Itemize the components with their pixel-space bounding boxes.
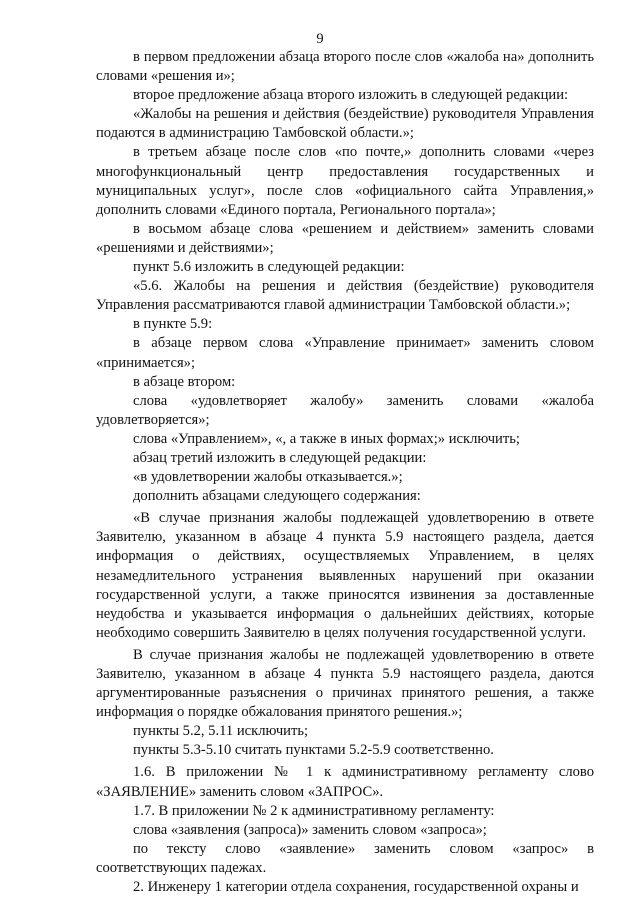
- paragraph-12: слова «Управлением», «, а также в иных формах;» исключить;: [133, 430, 520, 447]
- paragraph-8: в пункте 5.9:: [133, 316, 213, 333]
- paragraph-23: по тексту слово «заявление» заменить словом «запрос» в соответствующих падежах.: [96, 840, 594, 876]
- paragraph-19: пункты 5.3-5.10 считать пунктами 5.2-5.9 соответственно.: [133, 742, 494, 759]
- paragraph-21: 1.7. В приложении № 2 к административному регламенту:: [133, 802, 495, 819]
- paragraph-9: в абзаце первом слова «Управление принимает» заменить словом «принимается»;: [96, 335, 594, 371]
- paragraph-4: в третьем абзаце после слов «по почте,» дополнить словами «через многофункциональный центр предоставления государственных и муниципальных услуг», после слов «официального сайта Управления,» дополнить словами «Единого портала, Регионального портала»;: [96, 144, 594, 218]
- paragraph-15: дополнить абзацами следующего содержания:: [133, 488, 421, 505]
- paragraph-5: в восьмом абзаце слова «решением и действием» заменить словами «решениями и действиями»;: [96, 220, 594, 256]
- paragraph-11: слова «удовлетворяет жалобу» заменить словами «жалоба удовлетворяется»;: [96, 392, 594, 428]
- document-body: [96, 48, 594, 897]
- paragraph-6: пункт 5.6 изложить в следующей редакции:: [133, 259, 405, 276]
- paragraph-20: 1.6. В приложении № 1 к административному регламенту слово «ЗАЯВЛЕНИЕ» заменить словом «ЗАПРОС».: [96, 764, 594, 800]
- paragraph-1: в первом предложении абзаца второго после слов «жалоба на» дополнить словами «решения и»;: [96, 49, 594, 85]
- paragraph-10: в абзаце втором:: [133, 373, 236, 390]
- paragraph-2: второе предложение абзаца второго изложить в следующей редакции:: [133, 87, 569, 104]
- paragraph-17: В случае признания жалобы не подлежащей удовлетворению в ответе Заявителю, указанном в абзаце 4 пункта 5.9 настоящего раздела, даются аргументированные разъяснения о причинах принятого решения, а также информация о порядке обжалования принятого решения.»;: [96, 646, 594, 721]
- paragraph-7: «5.6. Жалобы на решения и действия (бездействие) руководителя Управления рассматриваются главой администрации Тамбовской области.»;: [96, 278, 594, 314]
- paragraph-14: «в удовлетворении жалобы отказывается.»;: [133, 469, 403, 486]
- paragraph-16: «В случае признания жалобы подлежащей удовлетворению в ответе Заявителю, указанном в абзаце 4 пункта 5.9 настоящего раздела, дается информация о действиях, осуществляемых Управлением, в целях незамедлительного устранения выявленных нарушений при оказании государственной услуги, а также приносятся извинения за доставленные неудобства и указывается информация о дальнейших действиях, которые необходимо совершить Заявителю в целях получения государственной услуги.: [96, 510, 594, 641]
- page-number: 9: [316, 31, 324, 47]
- paragraph-22: слова «заявления (запроса)» заменить словом «запроса»;: [133, 821, 487, 838]
- paragraph-13: абзац третий изложить в следующей редакции:: [133, 449, 427, 466]
- paragraph-3: «Жалобы на решения и действия (бездействие) руководителя Управления подаются в администрацию Тамбовской области.»;: [96, 106, 594, 142]
- paragraph-24: 2. Инженеру 1 категории отдела сохранения, государственной охраны и: [133, 879, 579, 896]
- paragraph-18: пункты 5.2, 5.11 исключить;: [133, 723, 309, 740]
